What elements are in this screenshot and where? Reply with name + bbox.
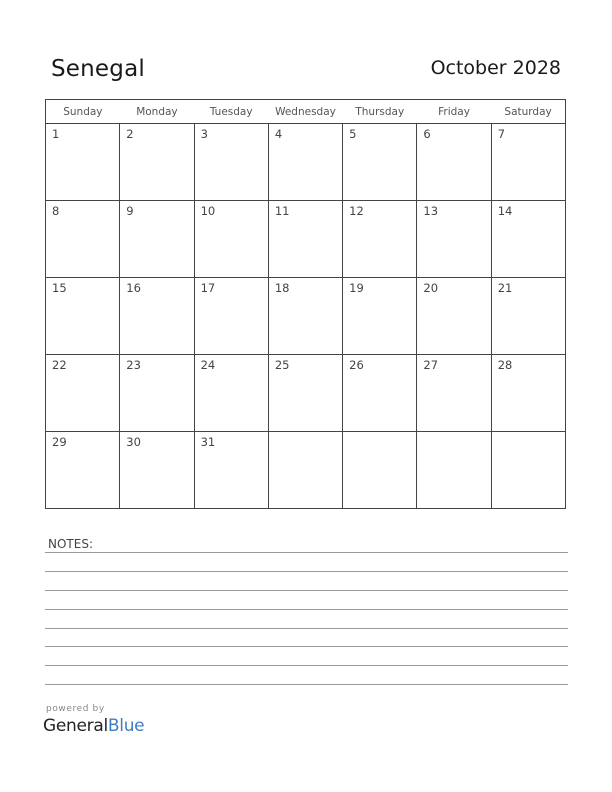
day-cell (120, 124, 194, 201)
country-title: Senegal (51, 56, 145, 82)
day-number: 10 (200, 204, 216, 218)
day-cell (417, 355, 491, 432)
day-cell (491, 432, 565, 509)
day-cell (491, 355, 565, 432)
day-cell (343, 278, 417, 355)
day-cell (194, 355, 268, 432)
day-number: 1 (52, 127, 60, 141)
notes-line (45, 646, 568, 647)
day-cell (343, 355, 417, 432)
day-cell (417, 201, 491, 278)
weekday-thursday: Thursday (343, 100, 417, 124)
day-number: 14 (497, 204, 513, 218)
day-number: 17 (200, 281, 216, 295)
powered-by-text: powered by (46, 704, 105, 714)
day-cell (268, 432, 342, 509)
notes-label: NOTES: (48, 537, 93, 551)
notes-line (45, 684, 568, 685)
day-number: 5 (349, 127, 357, 141)
day-cell (46, 355, 120, 432)
day-cell (194, 201, 268, 278)
day-number: 31 (200, 435, 216, 449)
day-cell (491, 124, 565, 201)
month-year-title: October 2028 (430, 57, 561, 79)
weekday-tuesday: Tuesday (194, 100, 268, 124)
day-cell (343, 124, 417, 201)
weekday-header-row (46, 100, 566, 124)
notes-line (45, 609, 568, 610)
day-cell (194, 278, 268, 355)
day-cell (417, 124, 491, 201)
day-cell (46, 201, 120, 278)
day-cell (268, 124, 342, 201)
day-number: 6 (423, 127, 431, 141)
day-cell (194, 432, 268, 509)
generalblue-logo[interactable] (43, 716, 144, 736)
day-number: 2 (126, 127, 134, 141)
day-number: 23 (126, 358, 141, 372)
weekday-wednesday: Wednesday (268, 100, 342, 124)
day-number: 13 (423, 204, 439, 218)
day-number: 12 (349, 204, 364, 218)
calendar-grid (45, 99, 566, 509)
brand-general-text: General (43, 716, 108, 736)
day-number: 19 (349, 281, 364, 295)
day-cell (46, 432, 120, 509)
day-cell (120, 355, 194, 432)
day-number: 27 (423, 358, 439, 372)
day-number: 4 (274, 127, 283, 141)
notes-line (45, 590, 568, 591)
day-cell (491, 278, 565, 355)
brand-blue-text: Blue (107, 716, 145, 736)
day-cell (417, 432, 491, 509)
day-cell (268, 201, 342, 278)
week-row (46, 201, 566, 278)
day-number: 3 (200, 127, 208, 141)
day-number: 7 (497, 127, 506, 141)
week-row (46, 278, 566, 355)
day-number: 15 (52, 281, 67, 295)
day-number (492, 432, 565, 435)
day-cell (120, 278, 194, 355)
notes-line (45, 571, 568, 572)
day-number (269, 432, 342, 435)
day-number: 28 (497, 358, 513, 372)
day-number (417, 432, 490, 435)
day-number: 16 (126, 281, 141, 295)
day-cell (46, 278, 120, 355)
weekday-saturday: Saturday (491, 100, 565, 124)
day-number: 22 (52, 358, 67, 372)
day-cell (491, 201, 565, 278)
notes-line (45, 665, 568, 666)
day-number: 24 (200, 358, 216, 372)
week-row (46, 355, 566, 432)
day-number: 26 (349, 358, 364, 372)
week-row (46, 124, 566, 201)
weekday-monday: Monday (120, 100, 194, 124)
day-number: 20 (423, 281, 439, 295)
day-cell (268, 355, 342, 432)
day-number: 25 (274, 358, 290, 372)
day-cell (268, 278, 342, 355)
weekday-sunday: Sunday (46, 100, 120, 124)
day-cell (417, 278, 491, 355)
day-cell (120, 201, 194, 278)
day-cell (343, 432, 417, 509)
day-number: 8 (52, 204, 60, 218)
day-number: 21 (497, 281, 513, 295)
day-number: 30 (126, 435, 141, 449)
week-row (46, 432, 566, 509)
notes-line (45, 628, 568, 629)
day-number: 9 (126, 204, 134, 218)
day-number: 11 (274, 204, 290, 218)
day-cell (120, 432, 194, 509)
day-cell (343, 201, 417, 278)
day-number: 29 (52, 435, 67, 449)
day-cell (46, 124, 120, 201)
day-number: 18 (274, 281, 290, 295)
notes-line (45, 552, 568, 553)
weekday-friday: Friday (417, 100, 491, 124)
day-cell (194, 124, 268, 201)
day-number (343, 432, 416, 435)
